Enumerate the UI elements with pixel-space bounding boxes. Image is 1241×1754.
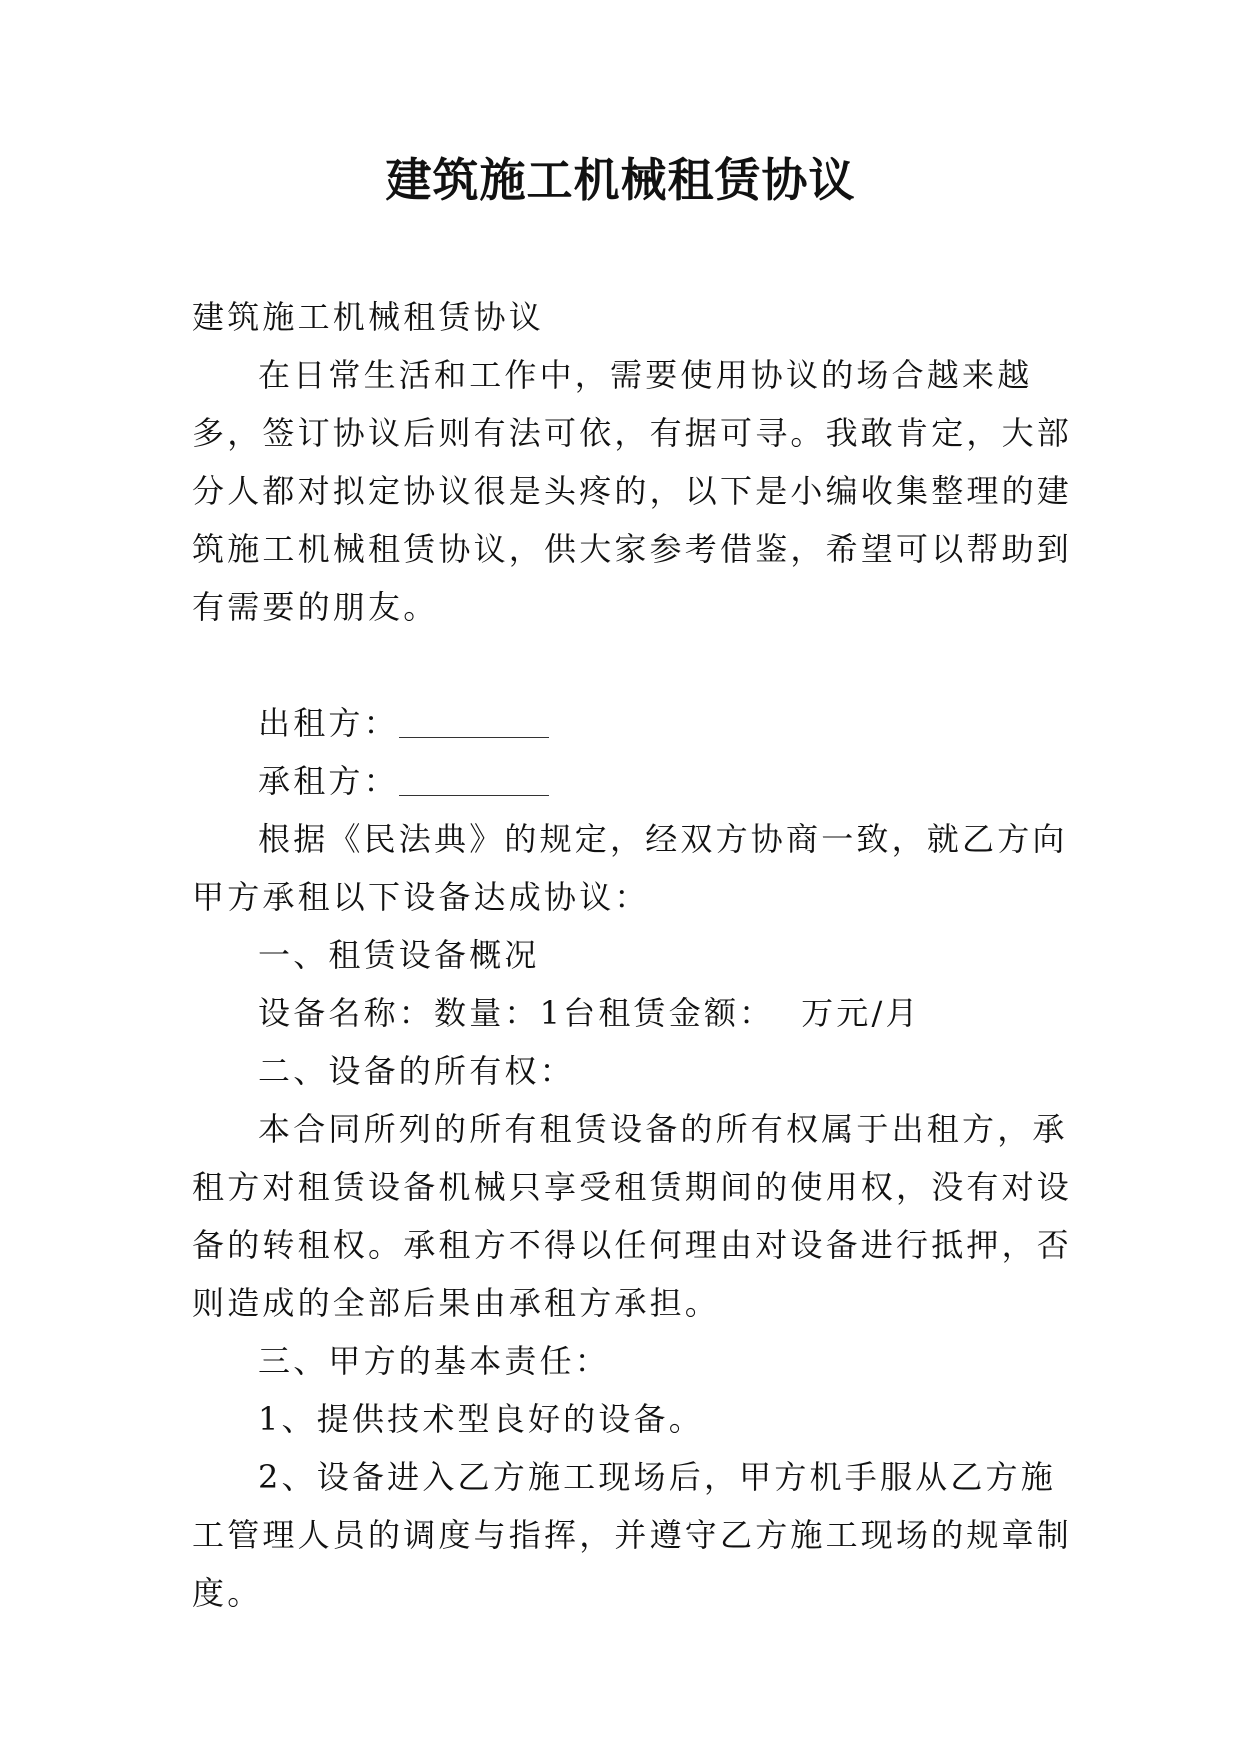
paragraph-spacer <box>192 636 1072 694</box>
lessor-blank <box>399 737 549 738</box>
section-2-heading: 二、设备的所有权： <box>258 1052 575 1090</box>
lessee-blank <box>399 795 549 796</box>
intro-paragraph: 在日常生活和工作中，需要使用协议的场合越来越多，签订协议后则有法可依，有据可寻。我敢肯定，大部分人都对拟定协议很是头疼的，以下是小编收集整理的建筑施工机械租赁协议，供大家参考借鉴，希望可以帮助到有需要的朋友。 <box>192 356 1073 626</box>
document-subtitle: 建筑施工机械租赁协议 <box>192 298 545 336</box>
lessee-line <box>192 752 1072 810</box>
responsibility-item-2: 2、设备进入乙方施工现场后，甲方机手服从乙方施工管理人员的调度与指挥，并遵守乙方施工现场的规章制度。 <box>192 1458 1073 1612</box>
lessee-label: 承租方： <box>258 762 399 800</box>
lessor-line <box>192 694 1072 752</box>
document-body <box>192 288 1072 1622</box>
equipment-line: 设备名称：数量：1台租赁金额： 万元/月 <box>258 994 921 1032</box>
section-1-heading: 一、租赁设备概况 <box>258 936 540 974</box>
document-title: 建筑施工机械租赁协议 <box>385 153 856 207</box>
section-3-heading: 三、甲方的基本责任： <box>258 1342 611 1380</box>
responsibility-item-1: 1、提供技术型良好的设备。 <box>258 1400 704 1438</box>
lessor-label: 出租方： <box>258 704 399 742</box>
ownership-paragraph: 本合同所列的所有租赁设备的所有权属于出租方，承租方对租赁设备机械只享受租赁期间的使用权，没有对设备的转租权。承租方不得以任何理由对设备进行抵押，否则造成的全部后果由承租方承担。 <box>192 1110 1073 1322</box>
basis-paragraph: 根据《民法典》的规定，经双方协商一致，就乙方向甲方承租以下设备达成协议： <box>192 820 1068 916</box>
